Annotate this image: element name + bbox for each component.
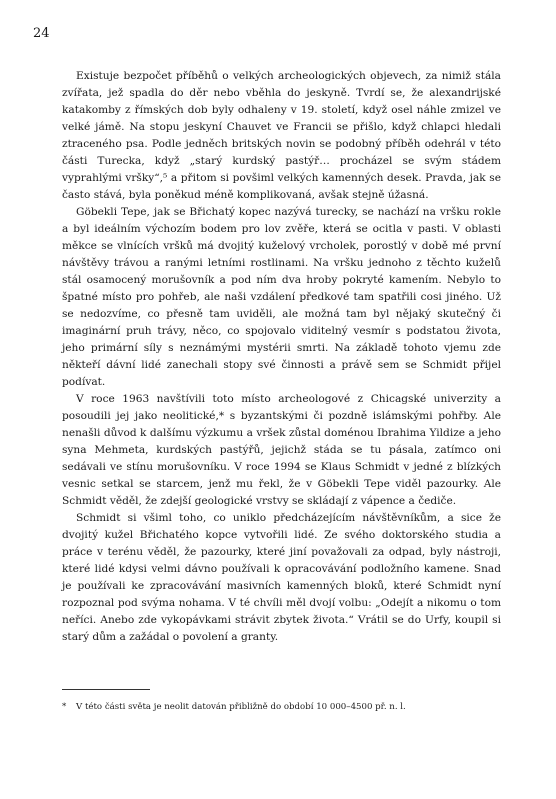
paragraph: Göbekli Tepe, jak se Břichatý kopec nazývá turecky, se nachází na vršku rokle a byl ideálním výchozím bodem pro lov zvěře, která se ocitla v pasti. V oblasti měkce se vlnících vršků má dvojitý kuželový vrcholek, porostlý v době mé první návštěvy trávou a ranými letními rostlinami. Na vršku jednoho z těchto kuželů stál osamocený morušovník a pod ním dva hroby pokryté kamením. Nebylo to špatné místo pro pohřeb, ale naši vzdálení předkové tam spatřili cosi jiného. Už se nedozvíme, co přesně tam uviděli, ale možná tam byl nějaký skutečný či imaginární pruh trávy, něco, co spojovalo viditelný vesmír s podstatou života, jeho primární síly s neznámými mystérii smrti. Na základě tohoto vjemu zde někteří dávní lidé zanechali stopy své činnosti a právě sem se Schmidt přijel podívat. xyxy=(62,206,501,388)
footnote-marker: * xyxy=(62,702,67,712)
paragraph: Existuje bezpočet příběhů o velkých archeologických objevech, za nimiž stála zvířata, jež spadla do děr nebo vběhla do jeskyně. Tvrdí se, že alexandrijské katakomby z římských dob byly odhaleny v 19. století, když osel náhle zmizel ve velké jámě. Na stopu jeskyní Chauvet ve Francii se přišlo, když chlapci hledali ztraceného psa. Podle jedněch britských novin se podobný příběh odehrál v této části Turecka, když „starý kurdský pastýř… procházel se svým stádem vyprahlými vršky“,⁵ a přitom si povšiml velkých kamenných desek. Pravda, jak se často stává, byla poněkud méně komplikovaná, avšak stejně úžasná. xyxy=(62,70,501,201)
footnote-text: V této části světa je neolit datován přibližně do období 10 000–4500 př. n. l. xyxy=(76,702,406,712)
body-text xyxy=(62,68,501,646)
footnote xyxy=(62,701,501,713)
paragraph: V roce 1963 navštívili toto místo archeologové z Chicagské univerzity a posoudili jej jako neolitické,* s byzantskými či pozdně islámskými pohřby. Ale nenašli důvod k dalšímu výzkumu a vršek zůstal doménou Ibrahima Yildize a jeho syna Mehmeta, kurdských pastýřů, jejichž stáda se tu pásala, zatímco oni sedávali ve stínu morušovníku. V roce 1994 se Klaus Schmidt v jedné z blízkých vesnic setkal se starcem, jenž mu řekl, že v Göbekli Tepe viděl pazourky. Ale Schmidt věděl, že zdejší geologické vrstvy se skládají z vápence a čediče. xyxy=(62,393,501,507)
footnote-divider xyxy=(62,689,150,690)
page-number: 24 xyxy=(33,26,50,41)
paragraph: Schmidt si všiml toho, co uniklo předcházejícím návštěvníkům, a sice že dvojitý kužel Břichatého kopce vytvořili lidé. Ze svého doktorského studia a práce v terénu věděl, že pazourky, které jiní považovali za odpad, byly nástroji, které lidé kdysi velmi dávno používali k opracovávání podložního kamene. Snad je používali ke zpracovávání masivních kamenných bloků, které Schmidt nyní rozpoznal pod svýma nohama. V té chvíli měl dvojí volbu: „Odejít a nikomu o tom neříci. Anebo zde vykopávkami strávit zbytek života.“ Vrátil se do Urfy, koupil si starý dům a zažádal o povolení a granty. xyxy=(62,512,501,643)
